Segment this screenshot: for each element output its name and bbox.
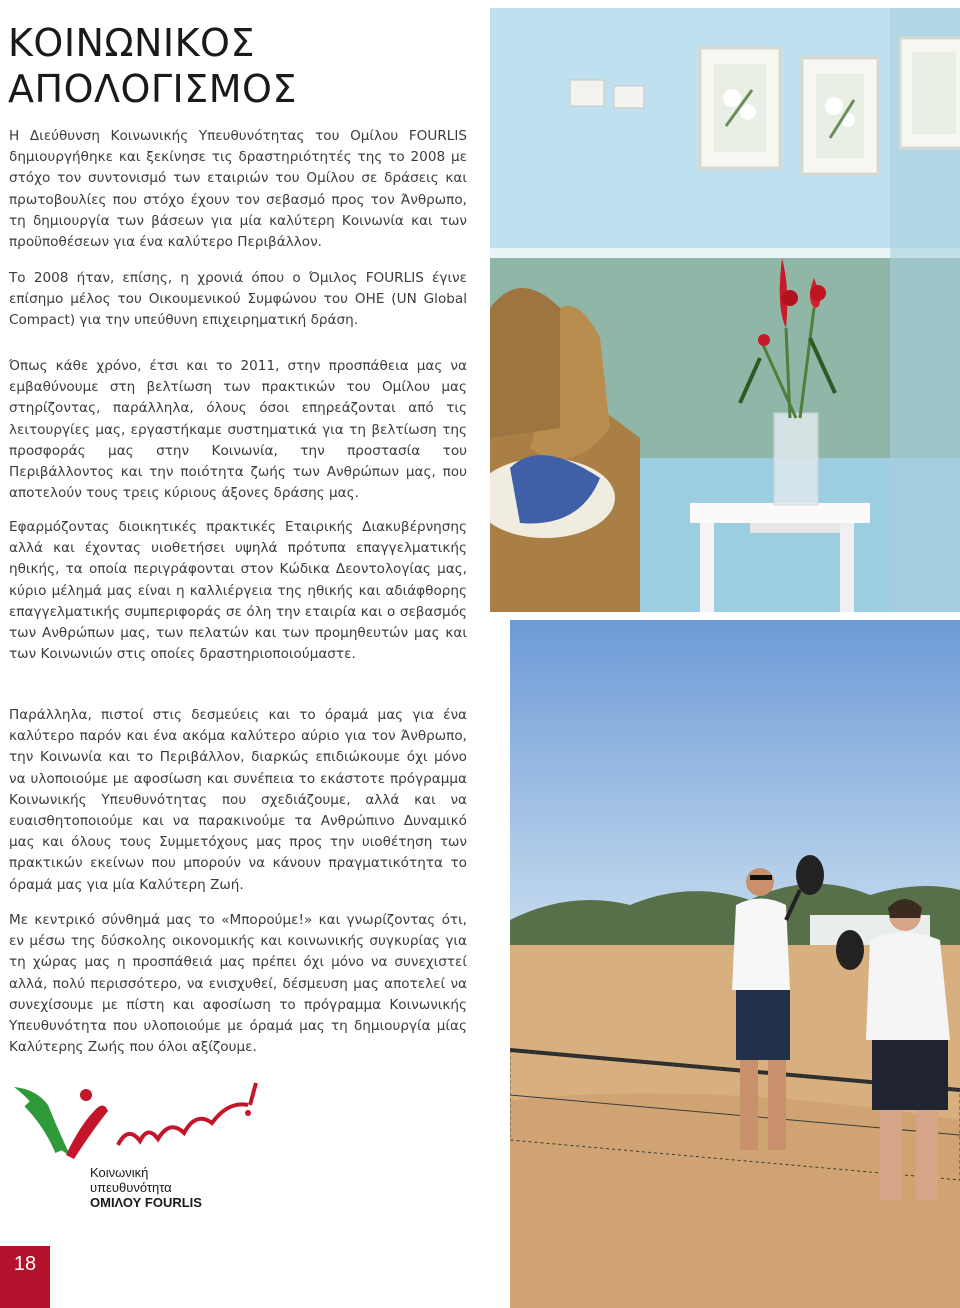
lounge-photo <box>490 8 960 612</box>
beach-tennis-photo <box>510 620 960 1308</box>
logo-mark <box>8 1075 268 1165</box>
beach-tennis-illustration <box>510 620 960 1308</box>
logo-line-1: Κοινωνική <box>90 1165 149 1180</box>
logo-line-2: υπευθυνότητα <box>90 1180 172 1195</box>
frame-1 <box>700 48 780 168</box>
fourlis-csr-logo <box>8 1075 268 1215</box>
paragraph-slogan: Με κεντρικό σύνθημά μας το «Μπορούμε!» και γνωρίζοντας ότι, εν μέσω της δύσκολης οικονομικής και κοινωνικής συγκυρίας για τη χώρας μας η προσπάθειά μας πρέπει όχι μόνο να συνεχιστεί αλλά, πολύ περισσότερο, να ενισχυθεί, δέσμευση μας αποτελεί να συνεχίσουμε με πίστη και αφοσίωση το πρόγραμμα Κοινωνικής Υπευθυνότητα που υλοποιούμε με όραμά μας τη δημιουργία μίας Καλύτερης Ζωής που όλοι αξίζουμε. <box>9 912 467 1056</box>
paragraph-vision: Παράλληλα, πιστοί στις δεσμεύεις και το όραμά μας για ένα καλύτερο παρόν και ένα ακόμα καλύτερο αύριο για τον Άνθρωπο, την Κοινωνία και το Περιβάλλον, διαρκώς επιδιώκουμε όχι μόνο να υλοποιούμε με αφοσίωση και συνέπεια το εκάστοτε πρόγραμμα Κοινωνικής Υπευθυνότητας που σχεδιάζουμε, αλλά και να ευαισθητοποιούμε και να παρακινούμε τα Ανθρώπινο Δυναμικό μας και όλους τους Συμμετόχους μας προς την υιοθέτηση των πρακτικών εκείνων που μπορούν να κάνουν πραγματικότητα το όραμά μας για μία Καλύτερη Ζωή. <box>9 707 467 893</box>
lounge-photo-illustration <box>490 8 960 612</box>
paragraph-governance: Εφαρμόζοντας διοικητικές πρακτικές Εταιρικής Διακυβέρνησης αλλά και έχοντας υιοθετήσει υψηλά πρότυπα επαγγελματικής ηθικής, τα οποία περιγράφονται στον Κώδικα Δεοντολογίας μας, κύριο μέλημά μας είναι η καλλιέργεια της ηθικής και αδιάφθορης επαγγελματικής συμπεριφοράς σε όλη την εταιρία και ο σεβασμός των Ανθρώπων μας, των πελατών και των προμηθευτών μας και των Κοινωνιών στις οποίες δραστηριοποιούμαστε. <box>9 519 467 663</box>
paragraph-2011: Όπως κάθε χρόνο, έτσι και το 2011, στην προσπάθεια μας να εμβαθύνουμε στη βελτίωση των πρακτικών του Ομίλου μας στηρίζοντας, παράλληλα, όλους όσοι επηρεάζονται από τις λειτουργίες μας, εργαστήκαμε συστηματικά για τη βελτίωση της προσφοράς μας στην Κοινωνία, την προστασία του Περιβάλλοντος και την ποιότητα ζωής των Ανθρώπων μας, που αποτελούν τους τρεις κύριους άξονες δράσης μας. <box>9 358 467 502</box>
frame-3 <box>900 38 960 148</box>
page-number: 18 <box>13 1253 37 1275</box>
paragraph-global-compact: Το 2008 ήταν, επίσης, η χρονιά όπου ο Όμιλος FOURLIS έγινε επίσημο μέλος του Οικουμενικού Συμφώνου του ΟΗΕ (UN Global Compact) για την υπεύθυνη επιχειρηματική δράση. <box>9 270 467 329</box>
logo-line-3: ΟΜΙΛΟΥ FOURLIS <box>90 1195 202 1210</box>
page-title: ΚΟΙΝΩΝΙΚΟΣ ΑΠΟΛΟΓΙΣΜΟΣ <box>8 21 297 111</box>
paragraph-intro: Η Διεύθυνση Κοινωνικής Υπευθυνότητας του Ομίλου FOURLIS δημιουργήθηκε και ξεκίνησε τις δραστηριότητές της το 2008 με στόχο τον συντονισμό των εταιριών του Ομίλου σε δράσεις και πρωτοβουλίες που στόχο έχουν τον σεβασμό προς τον Άνθρωπο, τη δημιουργία των βάσεων για μία καλύτερη Κοινωνία και των προϋποθέσεων για ένα καλύτερο Περιβάλλον. <box>9 128 467 251</box>
frame-2 <box>802 58 878 174</box>
